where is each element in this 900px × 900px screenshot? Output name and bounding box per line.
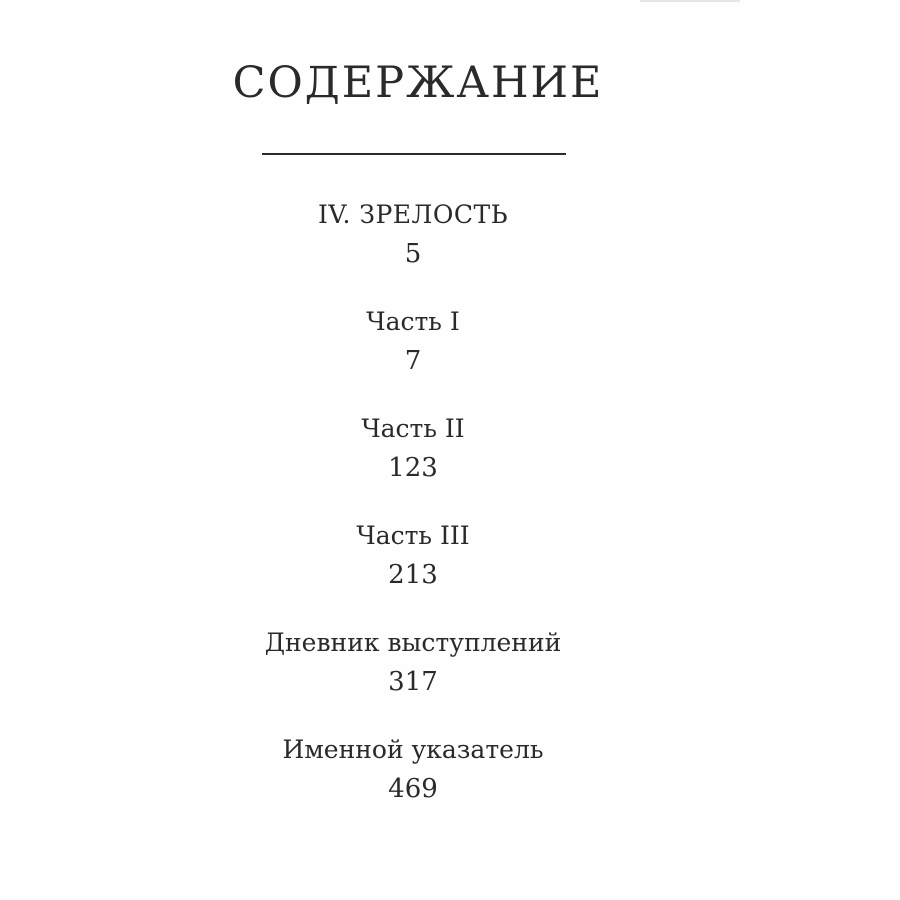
toc-entry-title: IV. ЗРЕЛОСТЬ bbox=[317, 200, 509, 229]
toc-entry-page: 213 bbox=[388, 560, 438, 590]
toc-entry-name-index bbox=[0, 731, 826, 809]
title-divider bbox=[262, 153, 566, 155]
toc-entry-performance-diary bbox=[0, 624, 826, 702]
toc-entry-title: Именной указатель bbox=[282, 735, 544, 764]
toc-entry-part-1 bbox=[0, 303, 826, 381]
page-edge-mark bbox=[640, 0, 740, 2]
toc-entry-part-2 bbox=[0, 410, 826, 488]
toc-entry-page: 469 bbox=[388, 774, 438, 804]
toc-entry-title: Часть II bbox=[361, 414, 465, 443]
toc-entry-part-3 bbox=[0, 517, 826, 595]
toc-entry-page: 7 bbox=[404, 346, 422, 376]
toc-entry-page: 317 bbox=[388, 667, 438, 697]
toc-entry-page: 123 bbox=[388, 453, 438, 483]
toc-entry-page: 5 bbox=[404, 239, 422, 269]
toc-entry-title: Часть I bbox=[366, 307, 460, 336]
table-of-contents bbox=[0, 196, 826, 809]
toc-entry-maturity bbox=[0, 196, 826, 274]
toc-entry-title: Часть III bbox=[356, 521, 470, 550]
toc-entry-title: Дневник выступлений bbox=[264, 628, 562, 657]
page-title: СОДЕРЖАНИЕ bbox=[232, 58, 604, 108]
